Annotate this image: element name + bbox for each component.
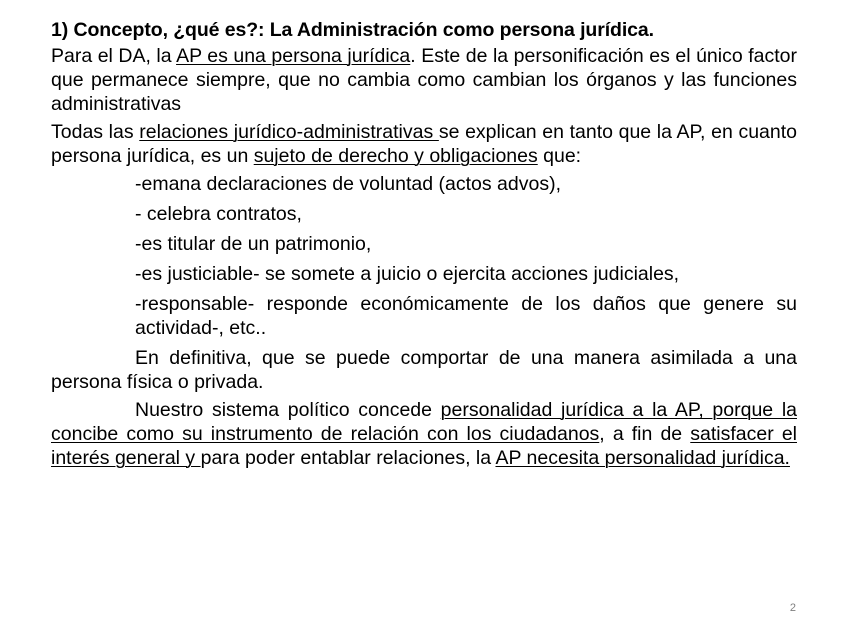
list-item: -responsable- responde económicamente de los daños que genere su actividad-, etc..	[135, 293, 797, 339]
list-item: -es justiciable- se somete a juicio o ejercita acciones judiciales,	[135, 263, 680, 285]
p1-underlined-phrase: AP es una persona jurídica	[176, 45, 411, 67]
p4-text-e: para poder entablar relaciones, la	[200, 447, 496, 469]
p4-text-a: Nuestro sistema político concede	[135, 399, 441, 421]
slide-title: 1) Concepto, ¿qué es?: La Administración como persona jurídica.	[51, 19, 654, 41]
list-item: -es titular de un patrimonio,	[135, 233, 372, 255]
paragraph-4	[51, 398, 797, 470]
paragraph-1	[51, 44, 797, 116]
paragraph-3: En definitiva, que se puede comportar de una manera asimilada a una persona física o privada.	[51, 347, 797, 393]
slide-content	[51, 18, 797, 474]
paragraph-2	[51, 120, 797, 168]
p4-text-c: , a fin de	[599, 423, 691, 445]
attribute-list	[135, 172, 797, 340]
p1-text-c: . Este de la personificación es el único factor que permanece siempre, que no cambia como cambian los órganos y las funciones administrativas	[51, 45, 797, 115]
p4-underlined-phrase-3: AP necesita personalidad jurídica.	[495, 447, 790, 469]
p2-text-e: que:	[537, 145, 582, 167]
page-number: 2	[789, 602, 796, 614]
list-item: - celebra contratos,	[135, 203, 302, 225]
p2-underlined-phrase-1: relaciones jurídico-administrativas	[139, 121, 439, 143]
p4-underlined-phrase-2: satisfacer el interés general y	[51, 423, 797, 469]
p1-text-a: Para el DA, la	[51, 45, 177, 67]
p2-underlined-phrase-2: sujeto de derecho y obligaciones	[253, 145, 538, 167]
p4-underlined-phrase-1: personalidad jurídica a la AP, porque la concibe como su instrumento de relación con los ciudadanos	[51, 399, 797, 445]
p2-text-c: se explican en tanto que la AP, en cuanto persona jurídica, es un	[51, 121, 797, 167]
p2-text-a: Todas las	[51, 121, 140, 143]
list-item: -emana declaraciones de voluntad (actos advos),	[135, 173, 561, 195]
